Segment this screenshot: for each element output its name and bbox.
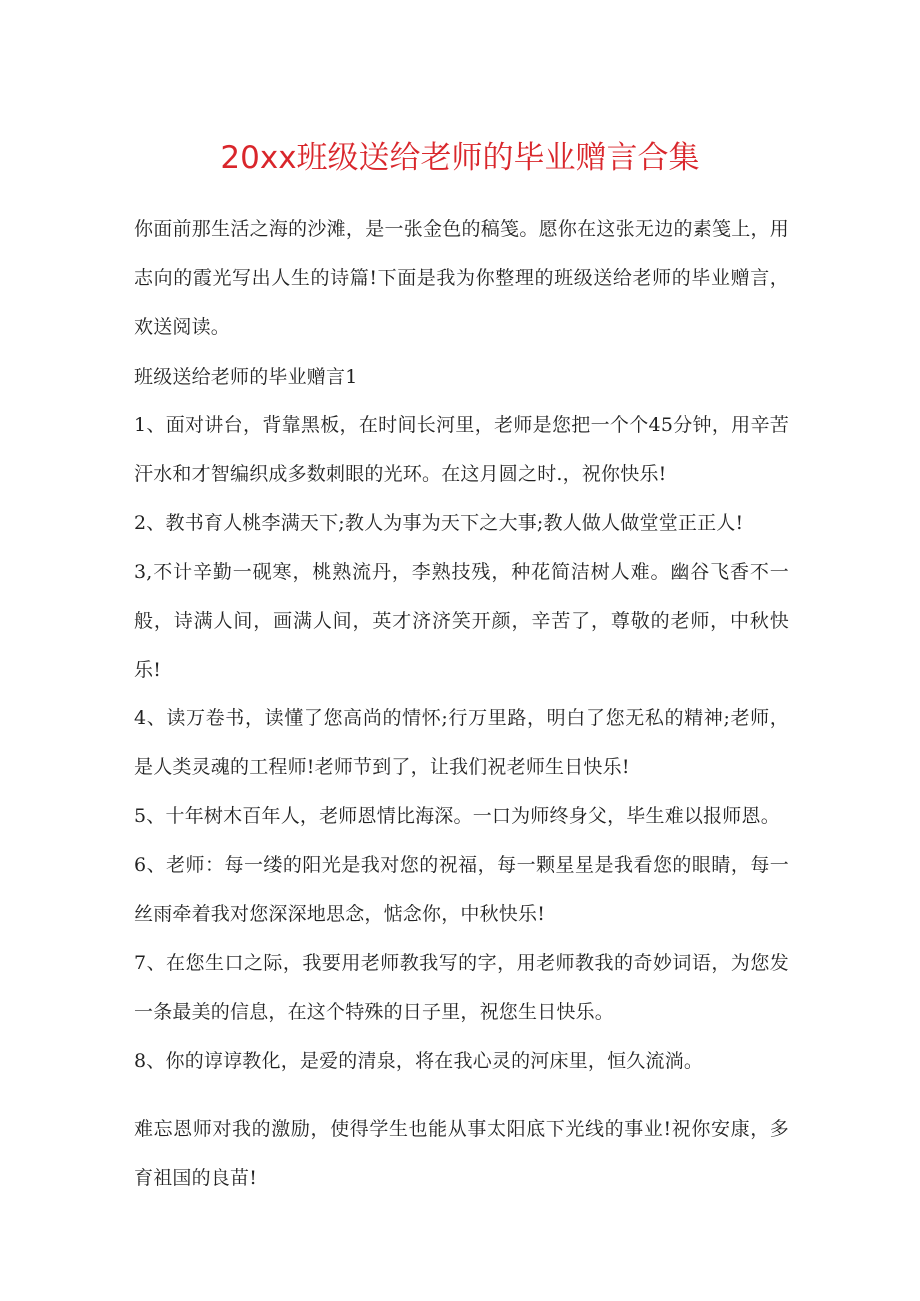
intro-paragraph: 你面前那生活之海的沙滩，是一张金色的稿笺。愿你在这张无边的素笺上，用志向的霞光写出人生的诗篇!下面是我为你整理的班级送给老师的毕业赠言，欢送阅读。 [134, 218, 789, 338]
list-item: 7、在您生口之际，我要用老师教我写的字，用老师教我的奇妙词语，为您发一条最美的信息，在这个特殊的日子里，祝您生日快乐。 [134, 952, 789, 1023]
closing-paragraph: 难忘恩师对我的激励，使得学生也能从事太阳底下光线的事业!祝你安康，多育祖国的良苗! [134, 1118, 789, 1189]
section-heading: 班级送给老师的毕业赠言1 [134, 366, 358, 388]
list-item: 8、你的谆谆教化，是爱的清泉，将在我心灵的河床里，恒久流淌。 [134, 1050, 704, 1072]
list-item: 3,不计辛勤一砚寒，桃熟流丹，李熟技残，种花简洁树人难。幽谷飞香不一般，诗满人间，画满人间，英才济济笑开颜，辛苦了，尊敬的老师，中秋快乐! [134, 561, 789, 681]
list-item: 1、面对讲台，背靠黑板，在时间长河里，老师是您把一个个45分钟，用辛苦汗水和才智编织成多数刺眼的光环。在这月圆之时.，祝你快乐! [134, 414, 789, 485]
document-title: 20xx班级送给老师的毕业赠言合集 [220, 140, 700, 176]
list-item: 2、教书育人桃李满天下;教人为事为天下之大事;教人做人做堂堂正正人! [134, 512, 744, 534]
list-item: 4、读万卷书，读懂了您高尚的情怀;行万里路，明白了您无私的精神;老师，是人类灵魂的工程师!老师节到了，让我们祝老师生日快乐! [134, 707, 789, 778]
list-item: 6、老师：每一缕的阳光是我对您的祝福，每一颗星星是我看您的眼睛，每一丝雨牵着我对您深深地思念，惦念你，中秋快乐! [134, 854, 789, 925]
list-item: 5、十年树木百年人，老师恩情比海深。一口为师终身父，毕生难以报师恩。 [134, 805, 780, 827]
